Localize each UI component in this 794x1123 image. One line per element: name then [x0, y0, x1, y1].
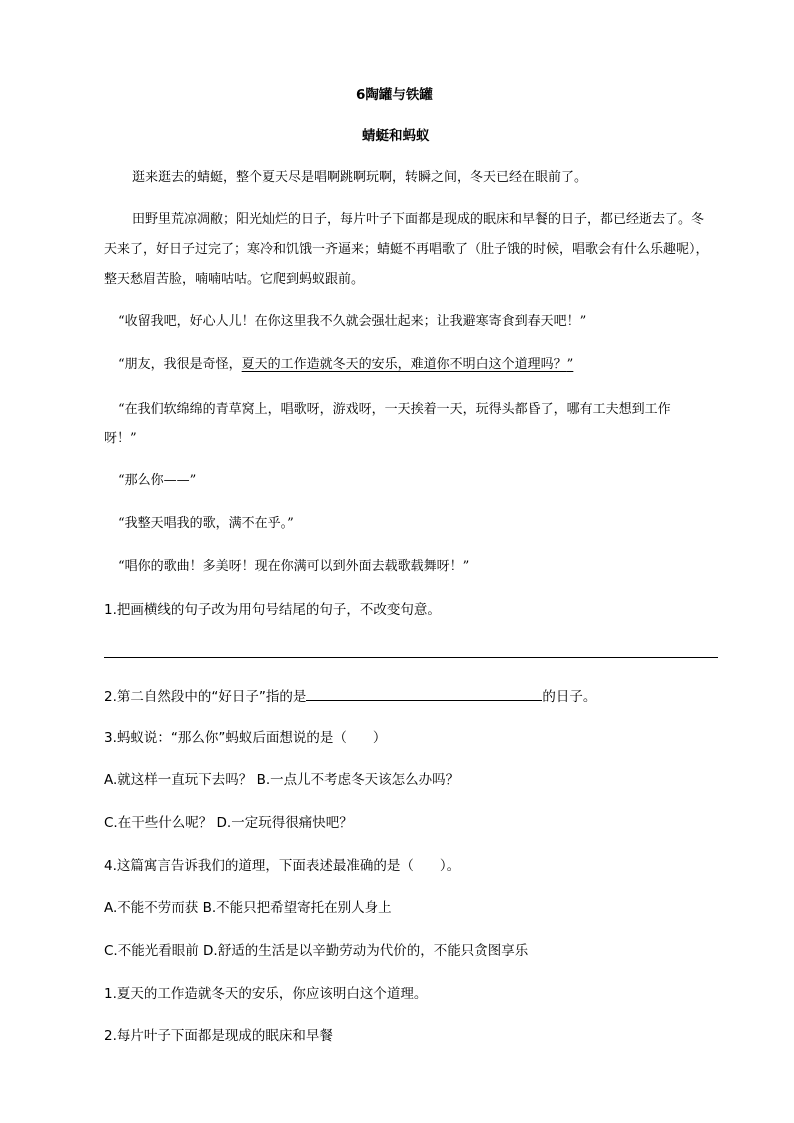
- passage-paragraph-5-line-2: 呀！”: [104, 431, 137, 446]
- passage-paragraph-8: “唱你的歌曲！多美呀！现在你满可以到外面去载歌载舞呀！”: [118, 559, 470, 574]
- question-3: [104, 728, 386, 748]
- passage-paragraph-6: “那么你——”: [118, 473, 197, 488]
- answer-2: 2.每片叶子下面都是现成的眠床和早餐: [104, 1028, 333, 1044]
- question-4-options-cd: C.不能光看眼前 D.舒适的生活是以辛勤劳动为代价的，不能只贪图享乐: [104, 943, 529, 959]
- question-4-prefix: 4.这篇寓言告诉我们的道理，下面表述最准确的是（: [104, 858, 414, 874]
- paragraph-4-suffix: ”: [566, 357, 574, 372]
- question-3-options-ab: A.就这样一直玩下去吗？ B.一点儿不考虑冬天该怎么办吗？: [104, 772, 460, 788]
- question-3-options-cd: C.在干些什么呢？ D.一定玩得很痛快吧？: [104, 815, 353, 831]
- answer-blank-2[interactable]: [306, 685, 542, 701]
- question-3-suffix: ）: [372, 730, 387, 746]
- question-4-options-ab: A.不能不劳而获 B.不能只把希望寄托在别人身上: [104, 900, 392, 916]
- question-1: 1.把画横线的句子改为用句号结尾的句子，不改变句意。: [104, 602, 441, 618]
- passage-paragraph-3: “收留我吧，好心人儿！在你这里我不久就会强壮起来；让我避寒寄食到春天吧！”: [118, 314, 587, 329]
- answer-line-1[interactable]: [104, 657, 718, 658]
- passage-paragraph-4: [118, 355, 573, 375]
- passage-paragraph-2-line-1: 田野里荒凉凋敝；阳光灿烂的日子，每片叶子下面都是现成的眠床和早餐的日子，都已经逝去了。冬: [132, 212, 705, 227]
- lesson-title: 6陶罐与铁罐: [356, 87, 433, 103]
- question-4-suffix: ）。: [439, 858, 461, 874]
- question-2-prefix: 2.第二自然段中的“好日子”指的是: [104, 689, 307, 705]
- paragraph-4-prefix: “朋友，我很是奇怪，: [118, 357, 242, 372]
- passage-paragraph-5-line-1: “在我们软绵绵的青草窝上，唱歌呀，游戏呀，一天挨着一天，玩得头都昏了，哪有工夫想到工作: [118, 402, 671, 417]
- question-2-suffix: 的日子。: [542, 689, 597, 705]
- question-3-prefix: 3.蚂蚁说：“那么你”蚂蚁后面想说的是（: [104, 730, 347, 746]
- question-4: [104, 856, 460, 876]
- passage-paragraph-2-line-3: 整天愁眉苦脸，喃喃咕咕。它爬到蚂蚁跟前。: [104, 272, 365, 287]
- passage-paragraph-1: 逛来逛去的蜻蜓，整个夏天尽是唱啊跳啊玩啊，转瞬之间，冬天已经在眼前了。: [132, 170, 588, 185]
- passage-title: 蜻蜓和蚂蚁: [362, 128, 430, 144]
- passage-paragraph-2-line-2: 天来了，好日子过完了；寒冷和饥饿一齐逼来；蜻蜓不再唱歌了（肚子饿的时候，唱歌会有什么乐趣呢），: [104, 242, 709, 257]
- underlined-sentence: 夏天的工作造就冬天的安乐，难道你不明白这个道理吗？: [241, 357, 567, 372]
- question-2: [104, 685, 596, 707]
- passage-paragraph-7: “我整天唱我的歌，满不在乎。”: [118, 516, 294, 531]
- answer-1: 1.夏天的工作造就冬天的安乐，你应该明白这个道理。: [104, 986, 428, 1002]
